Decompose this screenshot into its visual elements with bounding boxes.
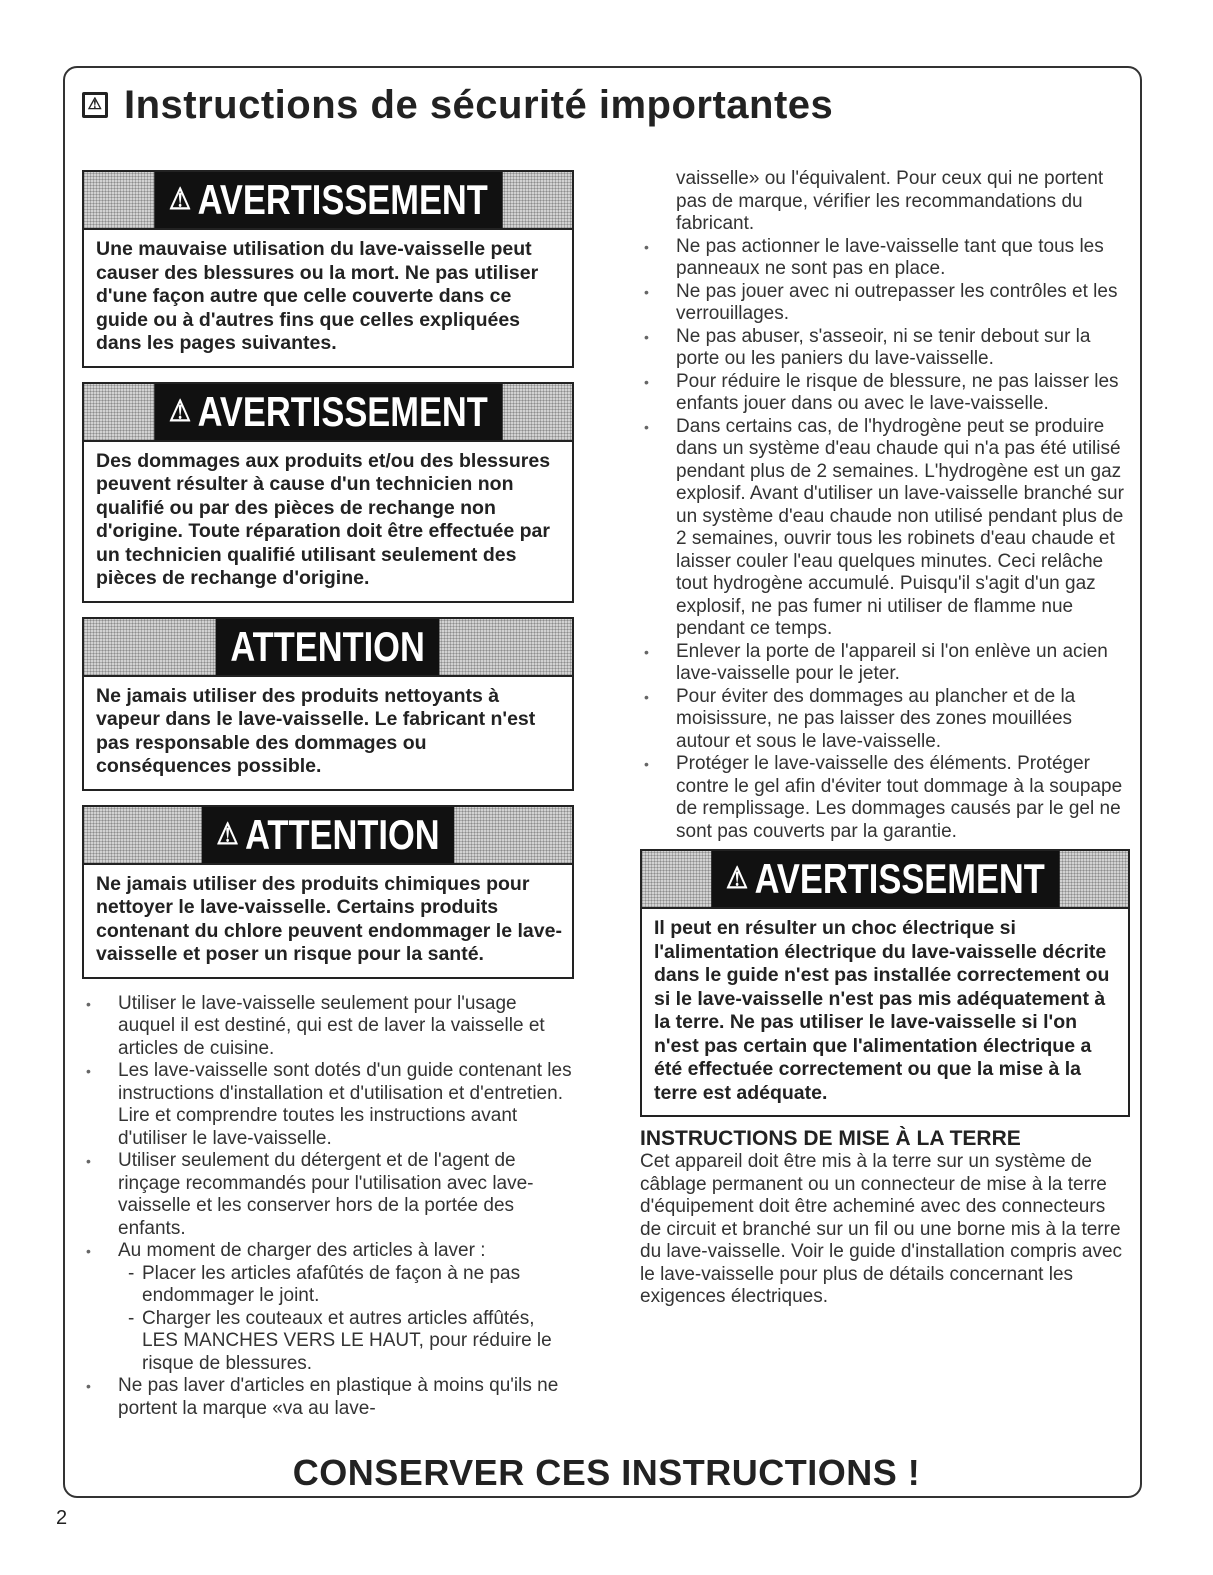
page-number: 2 [56,1507,68,1529]
caution-text: Ne jamais utiliser des produits nettoyants à vapeur dans le lave-vaisselle. Le fabricant n'est pas responsable des dommages ou conséquences possible. [96,684,536,777]
warning-header [84,384,572,442]
warning-triangle-icon: ⚠ [216,817,239,851]
list-item: • Ne pas actionner le lave-vaisselle tant que tous les panneaux ne sont pas en place. [640,236,1130,281]
warning-label: ⚠ AVERTISSEMENT [154,384,502,440]
list-item: • Pour éviter des dommages au plancher et de la moisissure, ne pas laisser des zones mouillées autour et sous le lave-vaisselle. [640,686,1130,754]
safety-alert-icon: ⚠ [82,92,108,118]
caution-box [82,805,574,979]
grounding-text: Cet appareil doit être mis à la terre sur un système de câblage permanent ou un connecteur de mise à la terre d'équipement doit être acheminé avec des connecteurs de circuit et branché sur un fil ou une borne mis à la terre du lave-vaisselle. Voir le guide d'installation compris avec le lave-vaisselle pour plus de détails concernant les exigences électriques. [640,1151,1123,1307]
list-item: • Enlever la porte de l'appareil si l'on enlève un acien lave-vaisselle pour le jeter. [640,641,1130,686]
warning-box [82,170,574,368]
list-item: • Utiliser le lave-vaisselle seulement pour l'usage auquel il est destiné, qui est de laver la vaisselle et articles de cuisine. [82,993,574,1061]
warning-text: Des dommages aux produits et/ou des blessures peuvent résulter à cause d'un technicien non qualifié ou par des pièces de rechange non d'origine. Toute réparation doit être effectuée par un technicien qualifié utilisant seulement des pièces de rechange d'origine. [96,449,551,589]
warning-box [640,849,1130,1117]
safety-bullet-list [82,993,574,1421]
warning-header [642,851,1128,909]
warning-triangle-icon: ⚠ [168,394,191,428]
caution-label: ATTENTION [216,619,440,675]
warning-label: ⚠ AVERTISSEMENT [154,172,502,228]
sub-list-item: - Placer les articles afafûtés de façon à ne pas endommager le joint. [118,1263,574,1308]
footer-notice: CONSERVER CES INSTRUCTIONS ! [292,1452,921,1493]
right-column [640,168,1130,1309]
caution-text: Ne jamais utiliser des produits chimiques pour nettoyer le lave-vaisselle. Certains produits contenant du chlore peuvent endommager le lave-vaisselle et poser un risque pour la santé. [96,872,562,965]
list-item: • Pour réduire le risque de blessure, ne pas laisser les enfants jouer dans ou avec le lave-vaisselle. [640,371,1130,416]
grounding-heading: INSTRUCTIONS DE MISE À LA TERRE [640,1127,1021,1150]
caution-header [84,807,572,865]
list-item: • Ne pas laver d'articles en plastique à moins qu'ils ne portent la marque «va au lave- [82,1375,574,1420]
warning-header [84,172,572,230]
page-title [82,80,833,130]
list-item: • Les lave-vaisselle sont dotés d'un guide contenant les instructions d'installation et d'utilisation et d'entretien. Lire et comprendre toutes les instructions avant d'utiliser le lave-vaisselle. [82,1060,574,1150]
list-item: • Utiliser seulement du détergent et de l'agent de rinçage recommandés pour l'utilisation avec lave-vaisselle et les conserver hors de la portée des enfants. [82,1150,574,1240]
list-item: • Ne pas abuser, s'asseoir, ni se tenir debout sur la porte ou les paniers du lave-vaisselle. [640,326,1130,371]
list-item: • Protéger le lave-vaisselle des éléments. Protéger contre le gel afin d'éviter tout dommage à la soupape de remplissage. Les dommages causés par le gel ne sont pas couverts par la garantie. [640,753,1130,843]
sub-bullet-list [118,1263,574,1376]
warning-text: Une mauvaise utilisation du lave-vaisselle peut causer des blessures ou la mort. Ne pas utiliser d'une façon autre que celle couverte dans ce guide ou à d'autres fins que celles expliquées dans les pages suivantes. [96,238,539,354]
left-column [82,170,574,1420]
caution-label: ⚠ ATTENTION [202,807,455,863]
list-item: • Ne pas jouer avec ni outrepasser les contrôles et les verrouillages. [640,281,1130,326]
warning-triangle-icon: ⚠ [725,862,748,895]
warning-text: Il peut en résulter un choc électrique si l'alimentation électrique du lave-vaisselle décrite dans le guide n'est pas installée correctement ou si le lave-vaisselle n'est pas mis adéquatement à la terre. Ne pas utiliser le lave-vaisselle si l'on n'est pas certain que l'alimentation électrique a été effectuée correctement ou que la mise à la terre est adéquate. [654,917,1110,1104]
page-title-text: Instructions de sécurité importantes [124,82,834,127]
sub-list-item: - Charger les couteaux et autres articles affûtés, LES MANCHES VERS LE HAUT, pour réduire le risque de blessures. [118,1308,574,1376]
caution-box [82,617,574,791]
list-item: • Dans certains cas, de l'hydrogène peut se produire dans un système d'eau chaude qui n'a pas été utilisé pendant plus de 2 semaines. L'hydrogène est un gaz explosif. Avant d'utiliser un lave-vaisselle branché sur un système d'eau chaude non utilisé pendant plus de 2 semaines, ouvrir tous les robinets d'eau chaude et laisser couler l'eau quelques minutes. Ceci relâche tout hydrogène accumulé. Puisqu'il s'agit d'un gaz explosif, ne pas fumer ni utiliser de flamme nue pendant ce temps. [640,416,1130,641]
list-item: • Au moment de charger des articles à laver : - Placer les articles afafûtés de façon à ne pas endommager le joint. - Charger les couteaux et autres articles affûtés, LES MANCHES VERS LE HAUT, pour réduire le risque de blessures. [82,1240,574,1375]
warning-label: ⚠ AVERTISSEMENT [711,851,1059,907]
list-item-continuation: vaisselle» ou l'équivalent. Pour ceux qui ne portent pas de marque, vérifier les recommandations du fabricant. [676,168,1104,234]
warning-triangle-icon: ⚠ [168,183,191,216]
warning-box [82,382,574,603]
caution-header [84,619,572,677]
safety-bullet-list [640,236,1130,844]
